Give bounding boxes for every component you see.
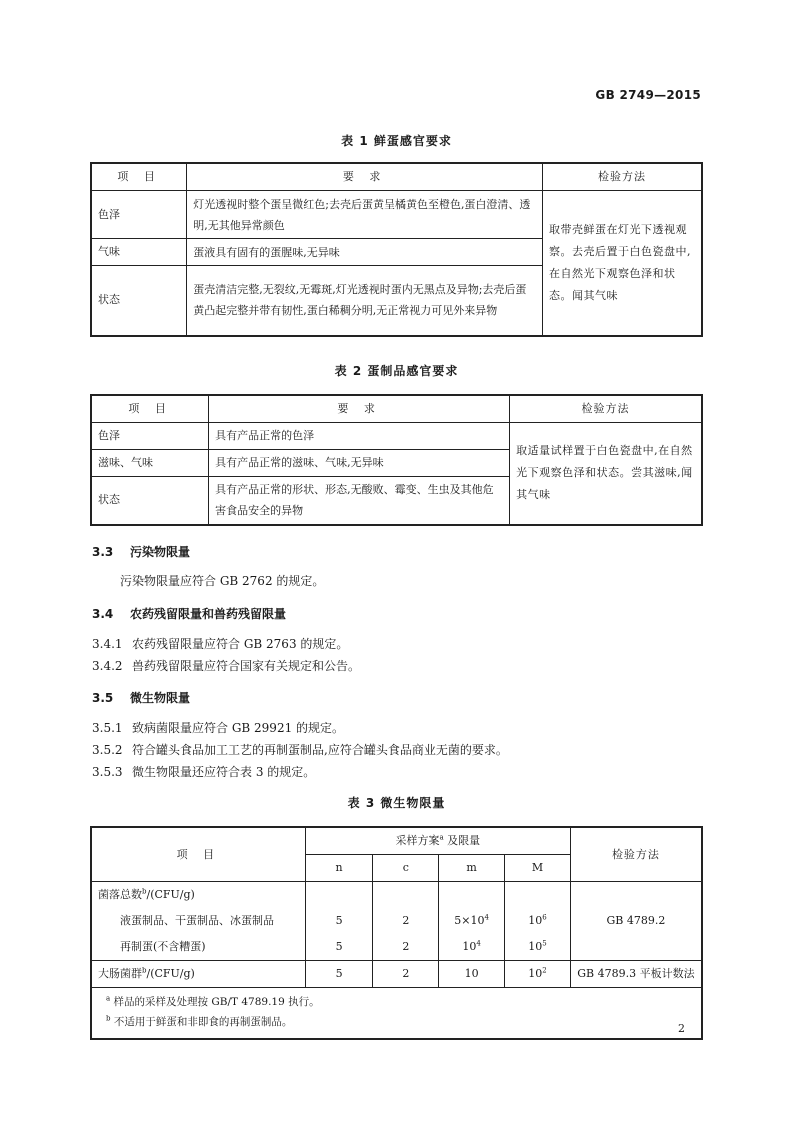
- table2-header-item: 项 目: [91, 395, 209, 423]
- table2-req: 具有产品正常的色泽: [209, 423, 510, 450]
- value-exponent: 6: [542, 913, 547, 922]
- value-exponent: 5: [542, 939, 547, 948]
- group-unit: /(CFU/g): [146, 967, 195, 980]
- section-3-4-heading: [92, 605, 286, 622]
- table3-M: [505, 908, 571, 934]
- table3-method: GB 4789.3 平板计数法: [570, 961, 702, 988]
- footnote-mark: a: [439, 833, 444, 842]
- group-name: 菌落总数: [98, 888, 142, 901]
- section-text: 微生物限量还应符合表 3 的规定。: [132, 765, 316, 779]
- section-title: 农药残留限量和兽药残留限量: [130, 607, 287, 621]
- table-row: [91, 908, 702, 934]
- table2-req: 具有产品正常的形状、形态,无酸败、霉变、生虫及其他危害食品安全的异物: [209, 477, 510, 525]
- group-name: 大肠菌群: [98, 967, 142, 980]
- table2-item: 状态: [91, 477, 209, 525]
- table3-subheader-n: n: [305, 855, 373, 882]
- header-plan-label: 采样方案: [395, 834, 440, 847]
- page-number: 2: [678, 1022, 685, 1035]
- footnote-mark: b: [142, 966, 147, 975]
- table3-M: [505, 934, 571, 961]
- table-row: [91, 191, 702, 239]
- table3-caption: 表 3 微生物限量: [347, 796, 446, 810]
- section-3-5-2: [92, 741, 508, 758]
- table-row: [91, 882, 702, 909]
- table2-header-method: 检验方法: [510, 395, 702, 423]
- table3-note: [106, 992, 687, 1012]
- table2-req: 具有产品正常的滋味、气味,无异味: [209, 450, 510, 477]
- value-base: 5×10: [454, 914, 485, 927]
- section-3-5-1: [92, 719, 344, 736]
- table3-group-total-count: [91, 882, 305, 909]
- table3-header-item: 项 目: [91, 827, 305, 882]
- table2-method: 取适量试样置于白色瓷盘中,在自然光下观察色泽和状态。尝其滋味,闻其气味: [510, 423, 702, 525]
- table-row: [91, 934, 702, 961]
- table1-item: 气味: [91, 239, 187, 266]
- table3-notes: [91, 988, 702, 1040]
- table3-n: 5: [305, 961, 373, 988]
- table1-header-req: 要 求: [187, 163, 543, 191]
- table1-item: 色泽: [91, 191, 187, 239]
- section-3-3-text: 污染物限量应符合 GB 2762 的规定。: [120, 574, 325, 588]
- section-number: 3.5: [92, 691, 114, 705]
- table3-method: GB 4789.2: [570, 908, 702, 934]
- table3-header-method: 检验方法: [570, 827, 702, 882]
- table2-caption: 表 2 蛋制品感官要求: [334, 364, 459, 378]
- table1-caption: 表 1 鲜蛋感官要求: [341, 134, 452, 148]
- table1-req: 蛋液具有固有的蛋腥味,无异味: [187, 239, 543, 266]
- footnote-mark: b: [142, 887, 147, 896]
- table3-subheader-m: m: [439, 855, 505, 882]
- table1: [90, 162, 703, 337]
- section-text: 符合罐头食品加工工艺的再制蛋制品,应符合罐头食品商业无菌的要求。: [132, 743, 508, 757]
- table3-c: 2: [373, 934, 439, 961]
- table3-c: 2: [373, 961, 439, 988]
- section-text: 致病菌限量应符合 GB 29921 的规定。: [132, 721, 345, 735]
- table1-req: 灯光透视时整个蛋呈微红色;去壳后蛋黄呈橘黄色至橙色,蛋白澄清、透明,无其他异常颜色: [187, 191, 543, 239]
- table3-M: [505, 961, 571, 988]
- header-plan-suffix: 及限量: [443, 834, 481, 847]
- table2-item: 色泽: [91, 423, 209, 450]
- note-text: 不适用于鲜蛋和非即食的再制蛋制品。: [113, 1016, 293, 1028]
- table3-group-coliform: [91, 961, 305, 988]
- table1-header-item: 项 目: [91, 163, 187, 191]
- table1-req: 蛋壳清洁完整,无裂纹,无霉斑,灯光透视时蛋内无黑点及异物;去壳后蛋黄凸起完整并带有韧性,蛋白稀稠分明,无正常视力可见外来异物: [187, 266, 543, 336]
- value-exponent: 4: [484, 913, 489, 922]
- standard-number: GB 2749—2015: [595, 88, 701, 102]
- table2: [90, 394, 703, 526]
- table3-c: 2: [373, 908, 439, 934]
- table3-item: 再制蛋(不含糟蛋): [91, 934, 305, 961]
- table3-m: [439, 934, 505, 961]
- section-number: 3.5.3: [92, 765, 123, 779]
- table3-item: 液蛋制品、干蛋制品、冰蛋制品: [91, 908, 305, 934]
- section-3-4-1: [92, 635, 348, 652]
- table3-m: [439, 908, 505, 934]
- table2-header-req: 要 求: [209, 395, 510, 423]
- section-number: 3.4: [92, 607, 114, 621]
- note-text: 样品的采样及处理按 GB/T 4789.19 执行。: [113, 996, 320, 1008]
- group-unit: /(CFU/g): [146, 888, 195, 901]
- section-3-3-heading: [92, 543, 190, 560]
- table3-n: 5: [305, 908, 373, 934]
- table3-note: [106, 1012, 687, 1032]
- table3-header-plan: [305, 827, 570, 855]
- section-3-5-3: [92, 763, 315, 780]
- table3-n: 5: [305, 934, 373, 961]
- value-exponent: 4: [476, 939, 481, 948]
- section-number: 3.5.2: [92, 743, 123, 757]
- table3-m: 10: [439, 961, 505, 988]
- table1-header-method: 检验方法: [542, 163, 702, 191]
- section-text: 农药残留限量应符合 GB 2763 的规定。: [132, 637, 349, 651]
- table-row: [91, 961, 702, 988]
- table3-subheader-M: M: [505, 855, 571, 882]
- table3-subheader-c: c: [373, 855, 439, 882]
- section-text: 兽药残留限量应符合国家有关规定和公告。: [132, 659, 361, 673]
- section-number: 3.4.1: [92, 637, 123, 651]
- section-3-4-2: [92, 657, 360, 674]
- footnote-mark: b: [106, 1014, 111, 1023]
- value-base: 10: [528, 967, 543, 980]
- footnote-mark: a: [106, 994, 111, 1003]
- value-base: 10: [462, 940, 477, 953]
- section-number: 3.3: [92, 545, 114, 559]
- section-title: 污染物限量: [130, 545, 191, 559]
- table1-method: 取带壳鲜蛋在灯光下透视观察。去壳后置于白色瓷盘中,在自然光下观察色泽和状态。闻其气味: [542, 191, 702, 336]
- section-3-5-heading: [92, 689, 190, 706]
- table-row: [91, 423, 702, 450]
- value-base: 10: [528, 940, 543, 953]
- section-title: 微生物限量: [130, 691, 191, 705]
- section-number: 3.4.2: [92, 659, 123, 673]
- table3: [90, 826, 703, 1040]
- value-base: 10: [528, 914, 543, 927]
- section-number: 3.5.1: [92, 721, 123, 735]
- table1-item: 状态: [91, 266, 187, 336]
- value-exponent: 2: [542, 966, 547, 975]
- table2-item: 滋味、气味: [91, 450, 209, 477]
